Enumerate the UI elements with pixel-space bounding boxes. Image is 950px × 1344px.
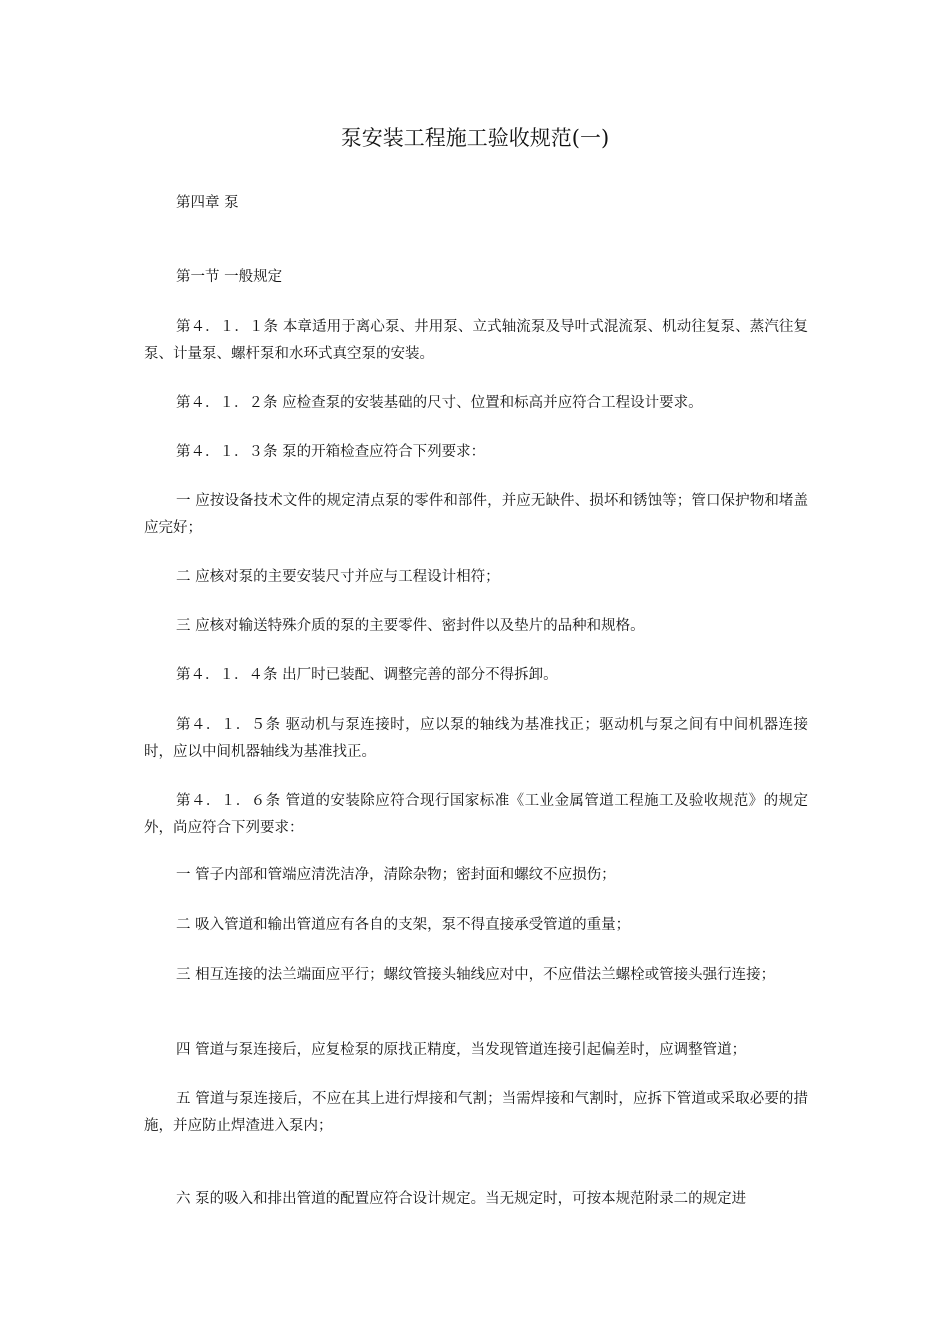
article-4-1-2: 第４．１．２条 应检查泵的安装基础的尺寸、位置和标高并应符合工程设计要求。 xyxy=(176,395,703,411)
article-4-1-3-item-1: 一 应按设备技术文件的规定清点泵的零件和部件，并应无缺件、损坏和锈蚀等；管口保护物和堵盖应完好； xyxy=(144,493,808,536)
article-4-1-6: 第４．１．６条 管道的安装除应符合现行国家标准《工业金属管道工程施工及验收规范》的规定外，尚应符合下列要求： xyxy=(144,793,808,836)
article-4-1-6-item-1: 一 管子内部和管端应清洗洁净，清除杂物；密封面和螺纹不应损伤； xyxy=(176,867,616,883)
article-4-1-3-item-3: 三 应核对输送特殊介质的泵的主要零件、密封件以及垫片的品种和规格。 xyxy=(176,618,645,634)
article-4-1-6-item-5: 五 管道与泵连接后，不应在其上进行焊接和气割；当需焊接和气割时，应拆下管道或采取必要的措施，并应防止焊渣进入泵内； xyxy=(144,1091,808,1134)
article-4-1-6-item-6: 六 泵的吸入和排出管道的配置应符合设计规定。当无规定时，可按本规范附录二的规定进 xyxy=(176,1191,747,1207)
article-4-1-3-item-2: 二 应核对泵的主要安装尺寸并应与工程设计相符； xyxy=(176,569,500,585)
article-4-1-4: 第４．１．４条 出厂时已装配、调整完善的部分不得拆卸。 xyxy=(176,667,558,683)
article-4-1-6-item-2: 二 吸入管道和输出管道应有各自的支架，泵不得直接承受管道的重量； xyxy=(176,917,631,933)
article-4-1-1: 第４．１．１条 本章适用于离心泵、井用泵、立式轴流泵及导叶式混流泵、机动往复泵、蒸汽往复泵、计量泵、螺杆泵和水环式真空泵的安装。 xyxy=(144,319,808,362)
article-4-1-5: 第４．１．５条 驱动机与泵连接时，应以泵的轴线为基准找正；驱动机与泵之间有中间机器连接时，应以中间机器轴线为基准找正。 xyxy=(144,717,808,760)
article-4-1-3: 第４．１．３条 泵的开箱检查应符合下列要求： xyxy=(176,444,486,460)
article-4-1-6-item-4: 四 管道与泵连接后，应复检泵的原找正精度，当发现管道连接引起偏差时，应调整管道； xyxy=(176,1042,747,1058)
chapter-heading: 第四章 泵 xyxy=(176,195,239,211)
article-4-1-6-item-3: 三 相互连接的法兰端面应平行；螺纹管接头轴线应对中，不应借法兰螺栓或管接头强行连接； xyxy=(176,967,776,983)
section-heading: 第一节 一般规定 xyxy=(176,269,283,285)
document-title: 泵安装工程施工验收规范(一) xyxy=(340,126,610,150)
